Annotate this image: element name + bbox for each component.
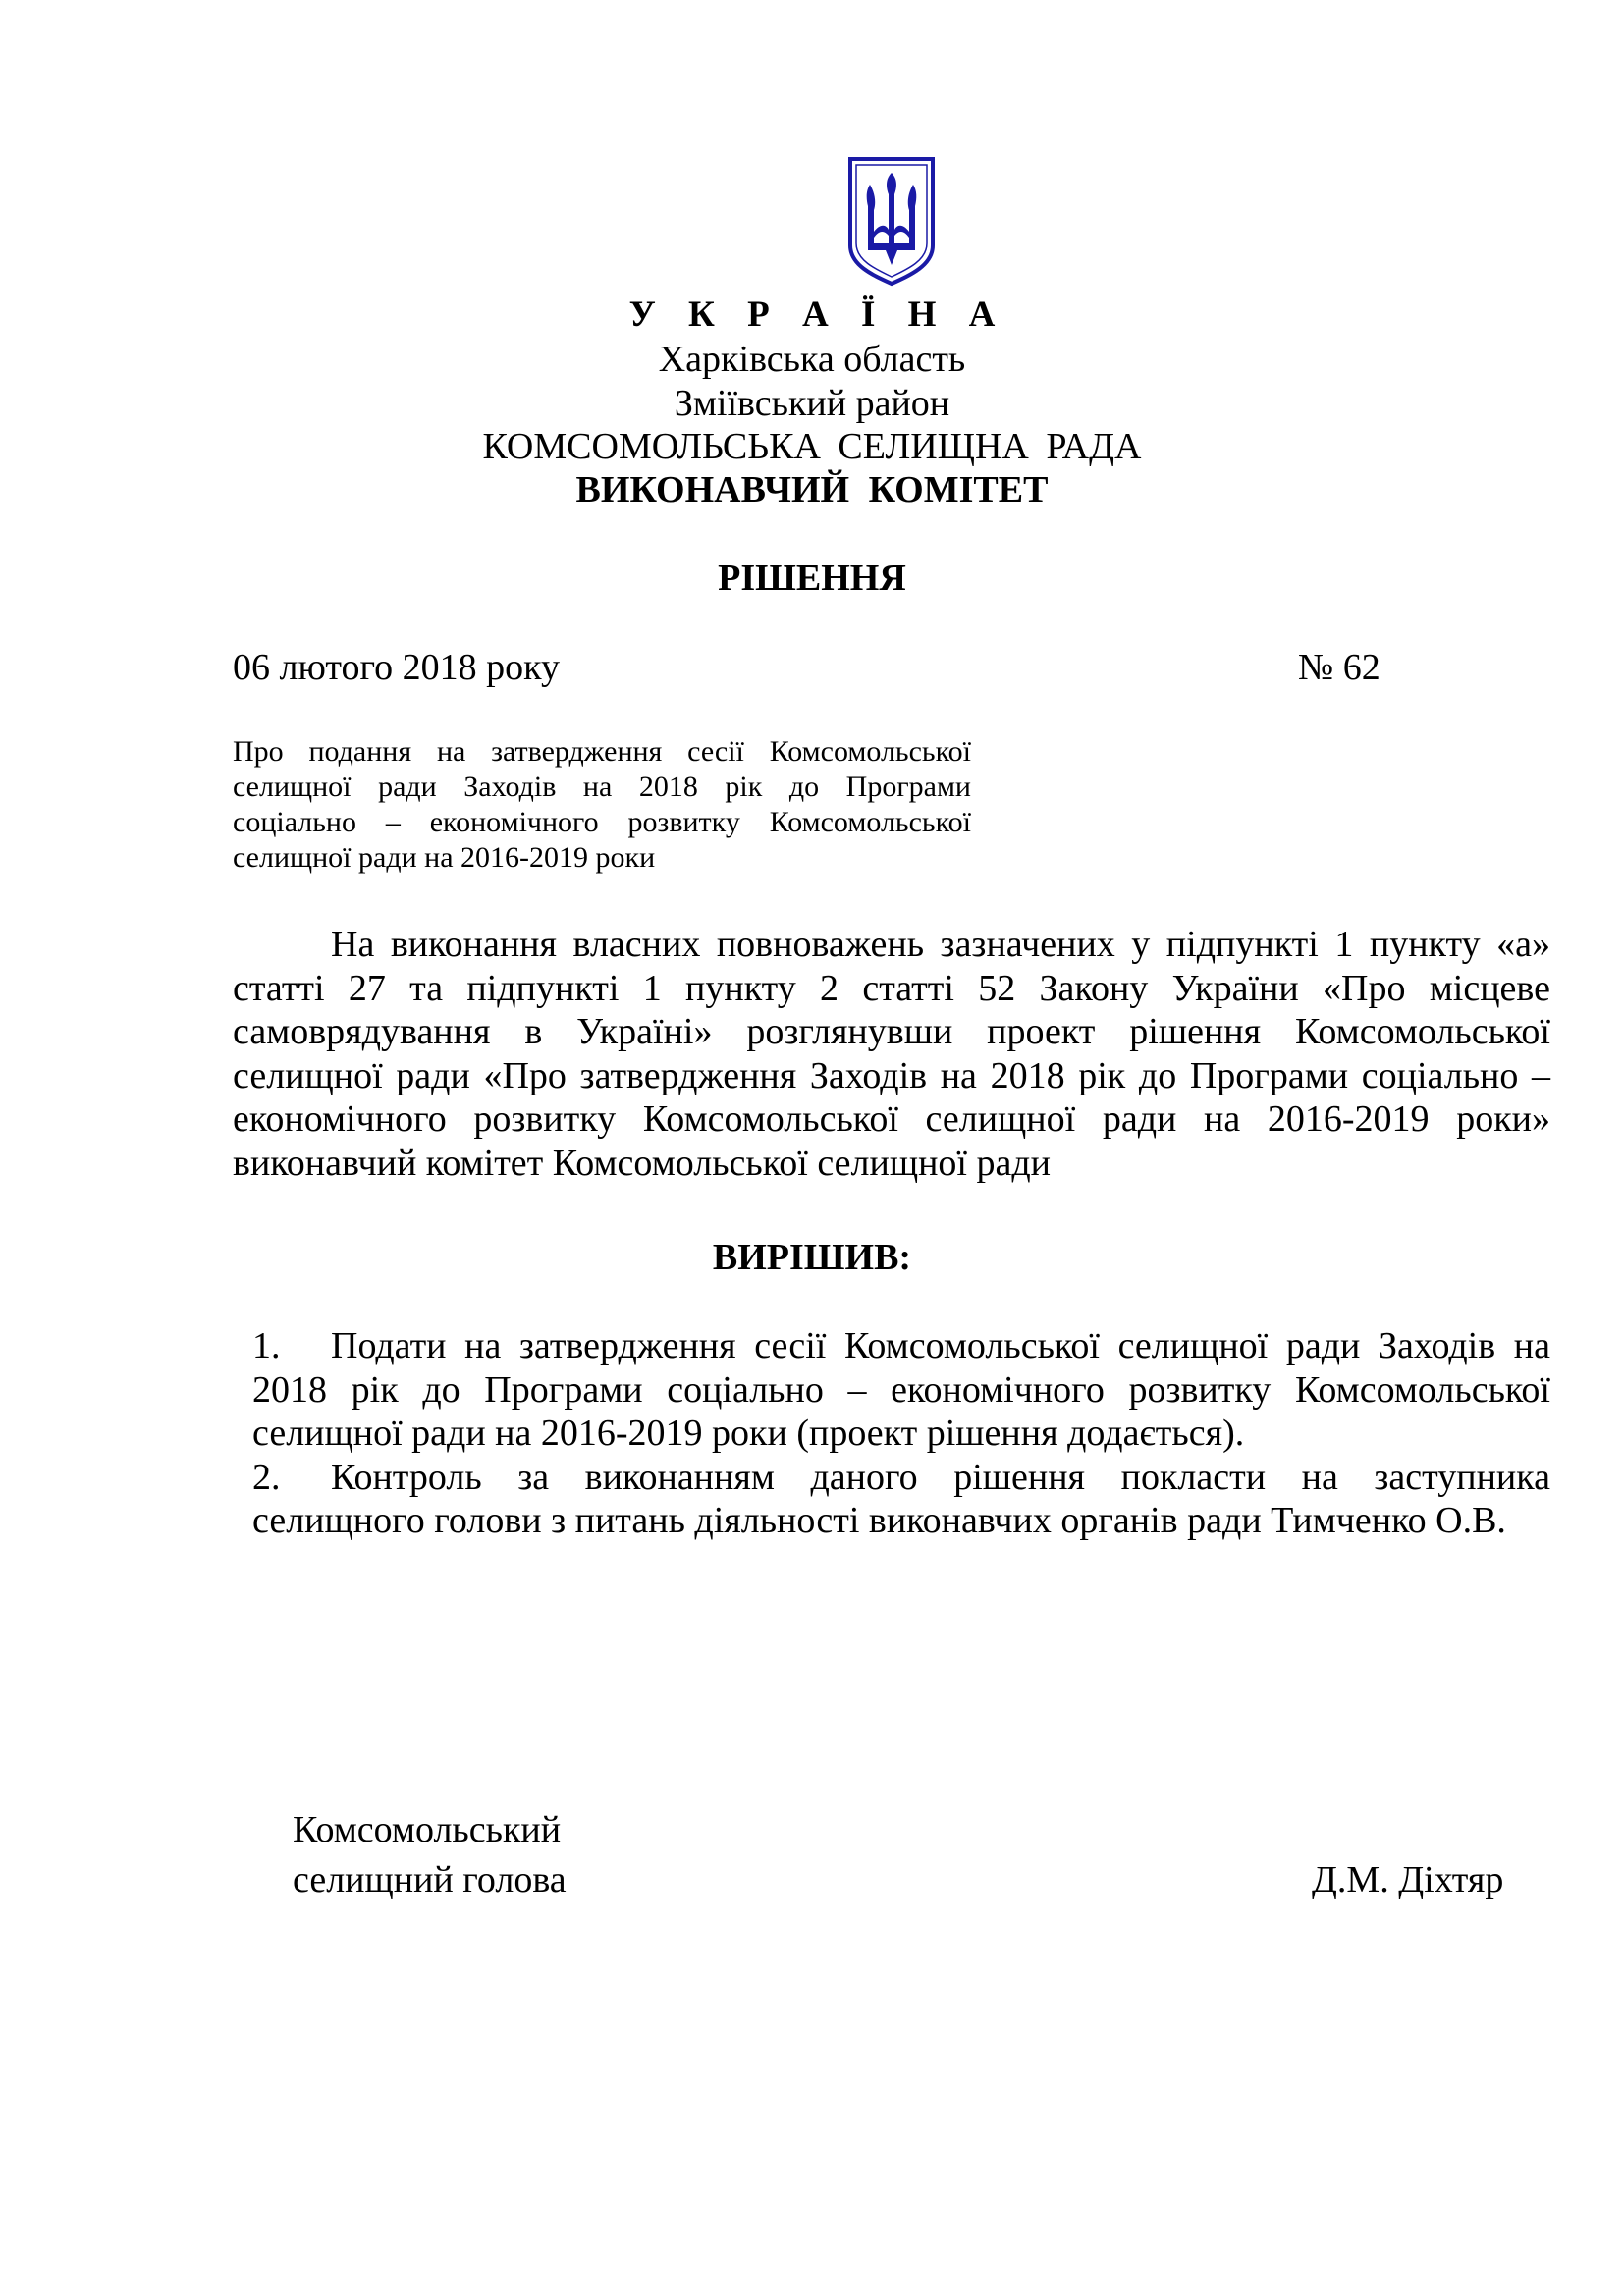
- item-text: Подати на затвердження сесії Комсомольської селищної ради Заходів на: [331, 1325, 1550, 1366]
- subject-line: соціально – економічного розвитку Комсомольської: [233, 806, 971, 838]
- signatory-title: [293, 1805, 567, 1905]
- resolution-item-2: [252, 1456, 1550, 1500]
- preamble-paragraph: [233, 923, 1550, 1185]
- subject-line: Про подання на затвердження сесії Комсомольської: [233, 735, 971, 768]
- preamble-line: самоврядування в Україні» розглянувши проект рішення Комсомольської: [233, 1011, 1550, 1052]
- item-number: 2.: [252, 1456, 281, 1498]
- preamble-line: На виконання власних повноважень зазначених у підпункті 1 пункту «а»: [331, 924, 1550, 965]
- preamble-line: економічного розвитку Комсомольської селищної ради на 2016-2019 роки»: [233, 1098, 1550, 1140]
- region-line: Харківська область: [658, 339, 966, 380]
- decision-subject: [233, 734, 971, 876]
- decision-date: 06 лютого 2018 року: [233, 647, 561, 688]
- item-number: 1.: [252, 1325, 281, 1366]
- preamble-line: статті 27 та підпункті 1 пункту 2 статті 52 Закону України «Про місцеве: [233, 967, 1550, 1009]
- resolved-heading: ВИРІШИВ:: [712, 1237, 912, 1278]
- district-line: Зміївський район: [674, 383, 950, 424]
- item-continuation: 2018 рік до Програми соціально – економічного розвитку Комсомольської: [252, 1368, 1550, 1411]
- item-continuation: селищного голови з питань діяльності виконавчих органів ради Тимченко О.В.: [252, 1500, 1506, 1541]
- preamble-line: виконавчий комітет Комсомольської селищної ради: [233, 1142, 1052, 1184]
- decision-number: № 62: [1298, 647, 1380, 688]
- council-line: КОМСОМОЛЬСЬКА СЕЛИЩНА РАДА: [482, 426, 1142, 467]
- trident-emblem-icon: [846, 155, 937, 287]
- preamble-line: селищної ради «Про затвердження Заходів на 2018 рік до Програми соціально –: [233, 1054, 1550, 1096]
- item-continuation: селищної ради на 2016-2019 роки (проект рішення додається).: [252, 1413, 1245, 1454]
- subject-line: селищної ради на 2016-2019 роки: [233, 841, 656, 874]
- signatory-name: Д.М. Діхтяр: [1312, 1859, 1504, 1900]
- item-text: Контроль за виконанням даного рішення покласти на заступника: [331, 1456, 1550, 1498]
- resolution-items: [252, 1324, 1550, 1543]
- subject-line: селищної ради Заходів на 2018 рік до Програми: [233, 771, 971, 803]
- country-heading: У К Р А Ї Н А: [628, 294, 1007, 335]
- document-type-title: РІШЕННЯ: [718, 558, 906, 599]
- signatory-title-line: Комсомольський: [293, 1809, 562, 1850]
- signatory-title-line: селищний голова: [293, 1859, 567, 1900]
- resolution-item-1: [252, 1324, 1550, 1368]
- committee-line: ВИКОНАВЧИЙ КОМІТЕТ: [575, 469, 1049, 510]
